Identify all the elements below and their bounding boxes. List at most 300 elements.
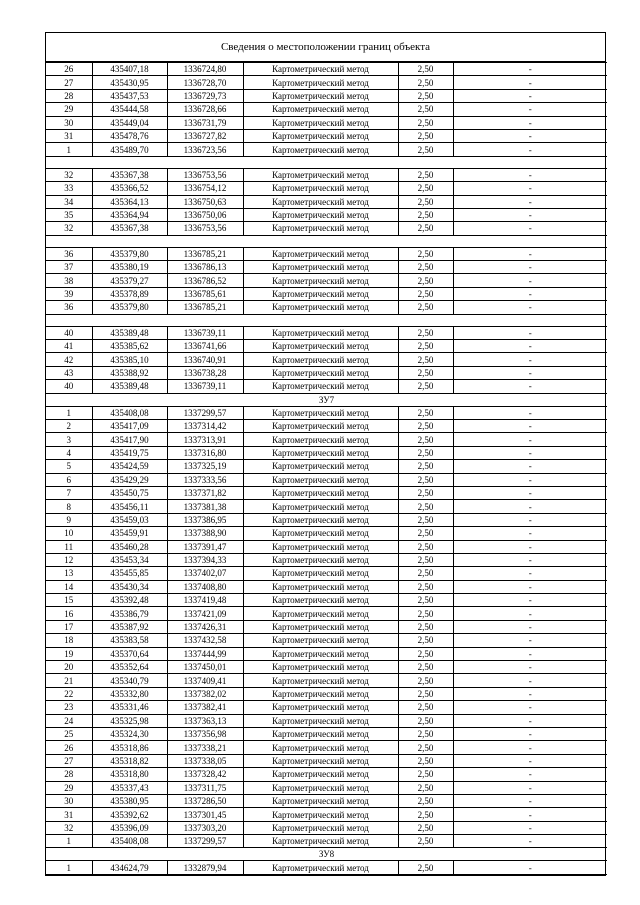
table-row: [46, 116, 607, 129]
x-coordinate-cell: 435367,38: [92, 168, 167, 181]
accuracy-cell: 2,50: [398, 168, 453, 181]
table-row: [46, 500, 607, 513]
method-cell: Картометрический метод: [243, 261, 398, 274]
y-coordinate-cell: 1337313,91: [167, 433, 243, 446]
point-number-cell: 22: [46, 687, 92, 700]
y-coordinate-cell: 1336750,06: [167, 208, 243, 221]
coordinates-table-body: [46, 63, 607, 875]
coordinates-sheet: [45, 32, 606, 876]
method-cell: Картометрический метод: [243, 168, 398, 181]
table-row: [46, 208, 607, 221]
x-coordinate-cell: 435380,95: [92, 794, 167, 807]
x-coordinate-cell: 435429,29: [92, 473, 167, 486]
point-number-cell: 26: [46, 63, 92, 76]
method-cell: Картометрический метод: [243, 701, 398, 714]
point-number-cell: 3: [46, 433, 92, 446]
table-row: [46, 301, 607, 314]
accuracy-cell: 2,50: [398, 594, 453, 607]
table-row: [46, 513, 607, 526]
x-coordinate-cell: 435352,64: [92, 661, 167, 674]
table-row: [46, 794, 607, 807]
y-coordinate-cell: 1337311,75: [167, 781, 243, 794]
note-cell: -: [453, 687, 607, 700]
y-coordinate-cell: 1337391,47: [167, 540, 243, 553]
x-coordinate-cell: 435459,91: [92, 527, 167, 540]
y-coordinate-cell: 1336731,79: [167, 116, 243, 129]
x-coordinate-cell: 435318,82: [92, 754, 167, 767]
note-cell: -: [453, 274, 607, 287]
method-cell: Картометрический метод: [243, 634, 398, 647]
section-row: [46, 848, 607, 861]
method-cell: Картометрический метод: [243, 687, 398, 700]
y-coordinate-cell: 1336785,21: [167, 301, 243, 314]
y-coordinate-cell: 1337328,42: [167, 768, 243, 781]
separator-cell: [46, 156, 607, 168]
point-number-cell: 28: [46, 768, 92, 781]
table-row: [46, 540, 607, 553]
note-cell: -: [453, 89, 607, 102]
x-coordinate-cell: 435367,38: [92, 222, 167, 235]
table-row: [46, 821, 607, 834]
note-cell: -: [453, 741, 607, 754]
x-coordinate-cell: 435364,94: [92, 208, 167, 221]
point-number-cell: 32: [46, 222, 92, 235]
table-row: [46, 486, 607, 499]
table-row: [46, 607, 607, 620]
y-coordinate-cell: 1336753,56: [167, 168, 243, 181]
note-cell: -: [453, 406, 607, 419]
accuracy-cell: 2,50: [398, 620, 453, 633]
note-cell: -: [453, 326, 607, 339]
y-coordinate-cell: 1337371,82: [167, 486, 243, 499]
x-coordinate-cell: 435408,08: [92, 835, 167, 848]
accuracy-cell: 2,50: [398, 634, 453, 647]
y-coordinate-cell: 1337409,41: [167, 674, 243, 687]
table-row: [46, 741, 607, 754]
point-number-cell: 41: [46, 340, 92, 353]
x-coordinate-cell: 435424,59: [92, 460, 167, 473]
accuracy-cell: 2,50: [398, 727, 453, 740]
method-cell: Картометрический метод: [243, 835, 398, 848]
point-number-cell: 4: [46, 446, 92, 459]
method-cell: Картометрический метод: [243, 433, 398, 446]
accuracy-cell: 2,50: [398, 781, 453, 794]
table-row: [46, 287, 607, 300]
x-coordinate-cell: 434624,79: [92, 861, 167, 874]
table-row: [46, 274, 607, 287]
x-coordinate-cell: 435408,08: [92, 406, 167, 419]
x-coordinate-cell: 435340,79: [92, 674, 167, 687]
y-coordinate-cell: 1337286,50: [167, 794, 243, 807]
y-coordinate-cell: 1337314,42: [167, 419, 243, 432]
y-coordinate-cell: 1337402,07: [167, 567, 243, 580]
method-cell: Картометрический метод: [243, 460, 398, 473]
point-number-cell: 1: [46, 406, 92, 419]
table-row: [46, 553, 607, 566]
method-cell: Картометрический метод: [243, 674, 398, 687]
table-row: [46, 567, 607, 580]
coordinates-table: [46, 62, 607, 875]
note-cell: -: [453, 580, 607, 593]
point-number-cell: 18: [46, 634, 92, 647]
point-number-cell: 40: [46, 326, 92, 339]
accuracy-cell: 2,50: [398, 553, 453, 566]
y-coordinate-cell: 1336740,91: [167, 353, 243, 366]
point-number-cell: 1: [46, 835, 92, 848]
note-cell: -: [453, 261, 607, 274]
accuracy-cell: 2,50: [398, 261, 453, 274]
separator-row: [46, 156, 607, 168]
table-row: [46, 674, 607, 687]
accuracy-cell: 2,50: [398, 143, 453, 156]
x-coordinate-cell: 435455,85: [92, 567, 167, 580]
accuracy-cell: 2,50: [398, 674, 453, 687]
note-cell: -: [453, 301, 607, 314]
y-coordinate-cell: 1336729,73: [167, 89, 243, 102]
x-coordinate-cell: 435337,43: [92, 781, 167, 794]
note-cell: -: [453, 835, 607, 848]
accuracy-cell: 2,50: [398, 182, 453, 195]
note-cell: -: [453, 661, 607, 674]
method-cell: Картометрический метод: [243, 103, 398, 116]
x-coordinate-cell: 435318,80: [92, 768, 167, 781]
method-cell: Картометрический метод: [243, 247, 398, 260]
y-coordinate-cell: 1336786,13: [167, 261, 243, 274]
point-number-cell: 31: [46, 808, 92, 821]
table-row: [46, 353, 607, 366]
accuracy-cell: 2,50: [398, 835, 453, 848]
point-number-cell: 27: [46, 76, 92, 89]
note-cell: -: [453, 287, 607, 300]
y-coordinate-cell: 1337333,56: [167, 473, 243, 486]
x-coordinate-cell: 435456,11: [92, 500, 167, 513]
accuracy-cell: 2,50: [398, 222, 453, 235]
point-number-cell: 17: [46, 620, 92, 633]
method-cell: Картометрический метод: [243, 553, 398, 566]
y-coordinate-cell: 1337382,02: [167, 687, 243, 700]
table-row: [46, 340, 607, 353]
method-cell: Картометрический метод: [243, 580, 398, 593]
point-number-cell: 20: [46, 661, 92, 674]
x-coordinate-cell: 435407,18: [92, 63, 167, 76]
table-row: [46, 460, 607, 473]
method-cell: Картометрический метод: [243, 129, 398, 142]
y-coordinate-cell: 1337381,38: [167, 500, 243, 513]
method-cell: Картометрический метод: [243, 513, 398, 526]
note-cell: -: [453, 182, 607, 195]
table-row: [46, 129, 607, 142]
separator-row: [46, 235, 607, 247]
x-coordinate-cell: 435419,75: [92, 446, 167, 459]
note-cell: -: [453, 63, 607, 76]
note-cell: -: [453, 143, 607, 156]
accuracy-cell: 2,50: [398, 195, 453, 208]
point-number-cell: 24: [46, 714, 92, 727]
accuracy-cell: 2,50: [398, 366, 453, 379]
accuracy-cell: 2,50: [398, 513, 453, 526]
note-cell: -: [453, 861, 607, 874]
method-cell: Картометрический метод: [243, 781, 398, 794]
note-cell: -: [453, 808, 607, 821]
x-coordinate-cell: 435444,58: [92, 103, 167, 116]
y-coordinate-cell: 1337299,57: [167, 835, 243, 848]
method-cell: Картометрический метод: [243, 116, 398, 129]
method-cell: Картометрический метод: [243, 540, 398, 553]
y-coordinate-cell: 1336750,63: [167, 195, 243, 208]
accuracy-cell: 2,50: [398, 326, 453, 339]
point-number-cell: 36: [46, 247, 92, 260]
y-coordinate-cell: 1337356,98: [167, 727, 243, 740]
note-cell: -: [453, 794, 607, 807]
accuracy-cell: 2,50: [398, 808, 453, 821]
table-row: [46, 419, 607, 432]
accuracy-cell: 2,50: [398, 76, 453, 89]
note-cell: -: [453, 768, 607, 781]
separator-row: [46, 314, 607, 326]
note-cell: -: [453, 76, 607, 89]
note-cell: -: [453, 513, 607, 526]
point-number-cell: 25: [46, 727, 92, 740]
point-number-cell: 19: [46, 647, 92, 660]
point-number-cell: 28: [46, 89, 92, 102]
point-number-cell: 30: [46, 116, 92, 129]
y-coordinate-cell: 1336786,52: [167, 274, 243, 287]
point-number-cell: 12: [46, 553, 92, 566]
note-cell: -: [453, 486, 607, 499]
y-coordinate-cell: 1337382,41: [167, 701, 243, 714]
point-number-cell: 42: [46, 353, 92, 366]
table-row: [46, 168, 607, 181]
point-number-cell: 10: [46, 527, 92, 540]
method-cell: Картометрический метод: [243, 326, 398, 339]
x-coordinate-cell: 435478,76: [92, 129, 167, 142]
accuracy-cell: 2,50: [398, 247, 453, 260]
point-number-cell: 14: [46, 580, 92, 593]
y-coordinate-cell: 1336739,11: [167, 380, 243, 393]
x-coordinate-cell: 435389,48: [92, 326, 167, 339]
table-row: [46, 89, 607, 102]
table-row: [46, 768, 607, 781]
x-coordinate-cell: 435453,34: [92, 553, 167, 566]
table-row: [46, 76, 607, 89]
table-row: [46, 195, 607, 208]
note-cell: -: [453, 634, 607, 647]
y-coordinate-cell: 1337426,31: [167, 620, 243, 633]
x-coordinate-cell: 435370,64: [92, 647, 167, 660]
y-coordinate-cell: 1336753,56: [167, 222, 243, 235]
note-cell: -: [453, 781, 607, 794]
point-number-cell: 1: [46, 143, 92, 156]
method-cell: Картометрический метод: [243, 340, 398, 353]
table-row: [46, 781, 607, 794]
accuracy-cell: 2,50: [398, 419, 453, 432]
method-cell: Картометрический метод: [243, 768, 398, 781]
y-coordinate-cell: 1332879,94: [167, 861, 243, 874]
table-row: [46, 247, 607, 260]
point-number-cell: 29: [46, 781, 92, 794]
separator-cell: [46, 235, 607, 247]
table-row: [46, 63, 607, 76]
point-number-cell: 30: [46, 794, 92, 807]
table-row: [46, 861, 607, 874]
x-coordinate-cell: 435325,98: [92, 714, 167, 727]
note-cell: -: [453, 353, 607, 366]
point-number-cell: 36: [46, 301, 92, 314]
accuracy-cell: 2,50: [398, 741, 453, 754]
x-coordinate-cell: 435389,48: [92, 380, 167, 393]
method-cell: Картометрический метод: [243, 274, 398, 287]
point-number-cell: 33: [46, 182, 92, 195]
x-coordinate-cell: 435332,80: [92, 687, 167, 700]
point-number-cell: 2: [46, 419, 92, 432]
x-coordinate-cell: 435366,52: [92, 182, 167, 195]
x-coordinate-cell: 435364,13: [92, 195, 167, 208]
method-cell: Картометрический метод: [243, 366, 398, 379]
note-cell: -: [453, 208, 607, 221]
accuracy-cell: 2,50: [398, 607, 453, 620]
accuracy-cell: 2,50: [398, 473, 453, 486]
note-cell: -: [453, 647, 607, 660]
accuracy-cell: 2,50: [398, 103, 453, 116]
accuracy-cell: 2,50: [398, 821, 453, 834]
method-cell: Картометрический метод: [243, 301, 398, 314]
point-number-cell: 32: [46, 821, 92, 834]
note-cell: -: [453, 195, 607, 208]
y-coordinate-cell: 1337386,95: [167, 513, 243, 526]
x-coordinate-cell: 435437,53: [92, 89, 167, 102]
method-cell: Картометрический метод: [243, 222, 398, 235]
method-cell: Картометрический метод: [243, 380, 398, 393]
note-cell: -: [453, 129, 607, 142]
method-cell: Картометрический метод: [243, 794, 398, 807]
y-coordinate-cell: 1336724,80: [167, 63, 243, 76]
method-cell: Картометрический метод: [243, 486, 398, 499]
y-coordinate-cell: 1336728,66: [167, 103, 243, 116]
note-cell: -: [453, 500, 607, 513]
method-cell: Картометрический метод: [243, 714, 398, 727]
point-number-cell: 34: [46, 195, 92, 208]
x-coordinate-cell: 435430,95: [92, 76, 167, 89]
y-coordinate-cell: 1337450,01: [167, 661, 243, 674]
section-label: ЗУ7: [46, 393, 607, 406]
y-coordinate-cell: 1336727,82: [167, 129, 243, 142]
accuracy-cell: 2,50: [398, 540, 453, 553]
y-coordinate-cell: 1337301,45: [167, 808, 243, 821]
y-coordinate-cell: 1337394,33: [167, 553, 243, 566]
table-row: [46, 754, 607, 767]
accuracy-cell: 2,50: [398, 567, 453, 580]
method-cell: Картометрический метод: [243, 63, 398, 76]
accuracy-cell: 2,50: [398, 208, 453, 221]
x-coordinate-cell: 435459,03: [92, 513, 167, 526]
table-row: [46, 687, 607, 700]
y-coordinate-cell: 1337408,80: [167, 580, 243, 593]
note-cell: -: [453, 567, 607, 580]
note-cell: -: [453, 527, 607, 540]
point-number-cell: 9: [46, 513, 92, 526]
method-cell: Картометрический метод: [243, 808, 398, 821]
accuracy-cell: 2,50: [398, 287, 453, 300]
method-cell: Картометрический метод: [243, 741, 398, 754]
note-cell: -: [453, 594, 607, 607]
point-number-cell: 26: [46, 741, 92, 754]
table-row: [46, 446, 607, 459]
y-coordinate-cell: 1337363,13: [167, 714, 243, 727]
y-coordinate-cell: 1336741,66: [167, 340, 243, 353]
point-number-cell: 39: [46, 287, 92, 300]
method-cell: Картометрический метод: [243, 567, 398, 580]
method-cell: Картометрический метод: [243, 861, 398, 874]
point-number-cell: 35: [46, 208, 92, 221]
x-coordinate-cell: 435385,62: [92, 340, 167, 353]
table-row: [46, 835, 607, 848]
note-cell: -: [453, 620, 607, 633]
accuracy-cell: 2,50: [398, 301, 453, 314]
point-number-cell: 37: [46, 261, 92, 274]
y-coordinate-cell: 1337299,57: [167, 406, 243, 419]
page-title: Сведения о местоположении границ объекта: [46, 33, 605, 62]
x-coordinate-cell: 435318,86: [92, 741, 167, 754]
table-row: [46, 580, 607, 593]
point-number-cell: 40: [46, 380, 92, 393]
y-coordinate-cell: 1337388,90: [167, 527, 243, 540]
accuracy-cell: 2,50: [398, 527, 453, 540]
table-row: [46, 714, 607, 727]
accuracy-cell: 2,50: [398, 116, 453, 129]
accuracy-cell: 2,50: [398, 380, 453, 393]
table-row: [46, 620, 607, 633]
table-row: [46, 661, 607, 674]
method-cell: Картометрический метод: [243, 419, 398, 432]
table-row: [46, 182, 607, 195]
y-coordinate-cell: 1336738,28: [167, 366, 243, 379]
method-cell: Картометрический метод: [243, 89, 398, 102]
table-row: [46, 647, 607, 660]
note-cell: -: [453, 168, 607, 181]
y-coordinate-cell: 1336728,70: [167, 76, 243, 89]
note-cell: -: [453, 714, 607, 727]
x-coordinate-cell: 435417,90: [92, 433, 167, 446]
method-cell: Картометрический метод: [243, 143, 398, 156]
accuracy-cell: 2,50: [398, 89, 453, 102]
x-coordinate-cell: 435324,30: [92, 727, 167, 740]
y-coordinate-cell: 1336739,11: [167, 326, 243, 339]
y-coordinate-cell: 1337338,21: [167, 741, 243, 754]
note-cell: -: [453, 222, 607, 235]
accuracy-cell: 2,50: [398, 63, 453, 76]
table-row: [46, 808, 607, 821]
accuracy-cell: 2,50: [398, 446, 453, 459]
method-cell: Картометрический метод: [243, 182, 398, 195]
table-row: [46, 222, 607, 235]
x-coordinate-cell: 435386,79: [92, 607, 167, 620]
x-coordinate-cell: 435392,62: [92, 808, 167, 821]
note-cell: -: [453, 821, 607, 834]
table-row: [46, 143, 607, 156]
y-coordinate-cell: 1337325,19: [167, 460, 243, 473]
point-number-cell: 13: [46, 567, 92, 580]
note-cell: -: [453, 754, 607, 767]
point-number-cell: 8: [46, 500, 92, 513]
note-cell: -: [453, 366, 607, 379]
note-cell: -: [453, 433, 607, 446]
table-row: [46, 380, 607, 393]
table-row: [46, 433, 607, 446]
note-cell: -: [453, 446, 607, 459]
table-row: [46, 366, 607, 379]
table-row: [46, 326, 607, 339]
note-cell: -: [453, 419, 607, 432]
